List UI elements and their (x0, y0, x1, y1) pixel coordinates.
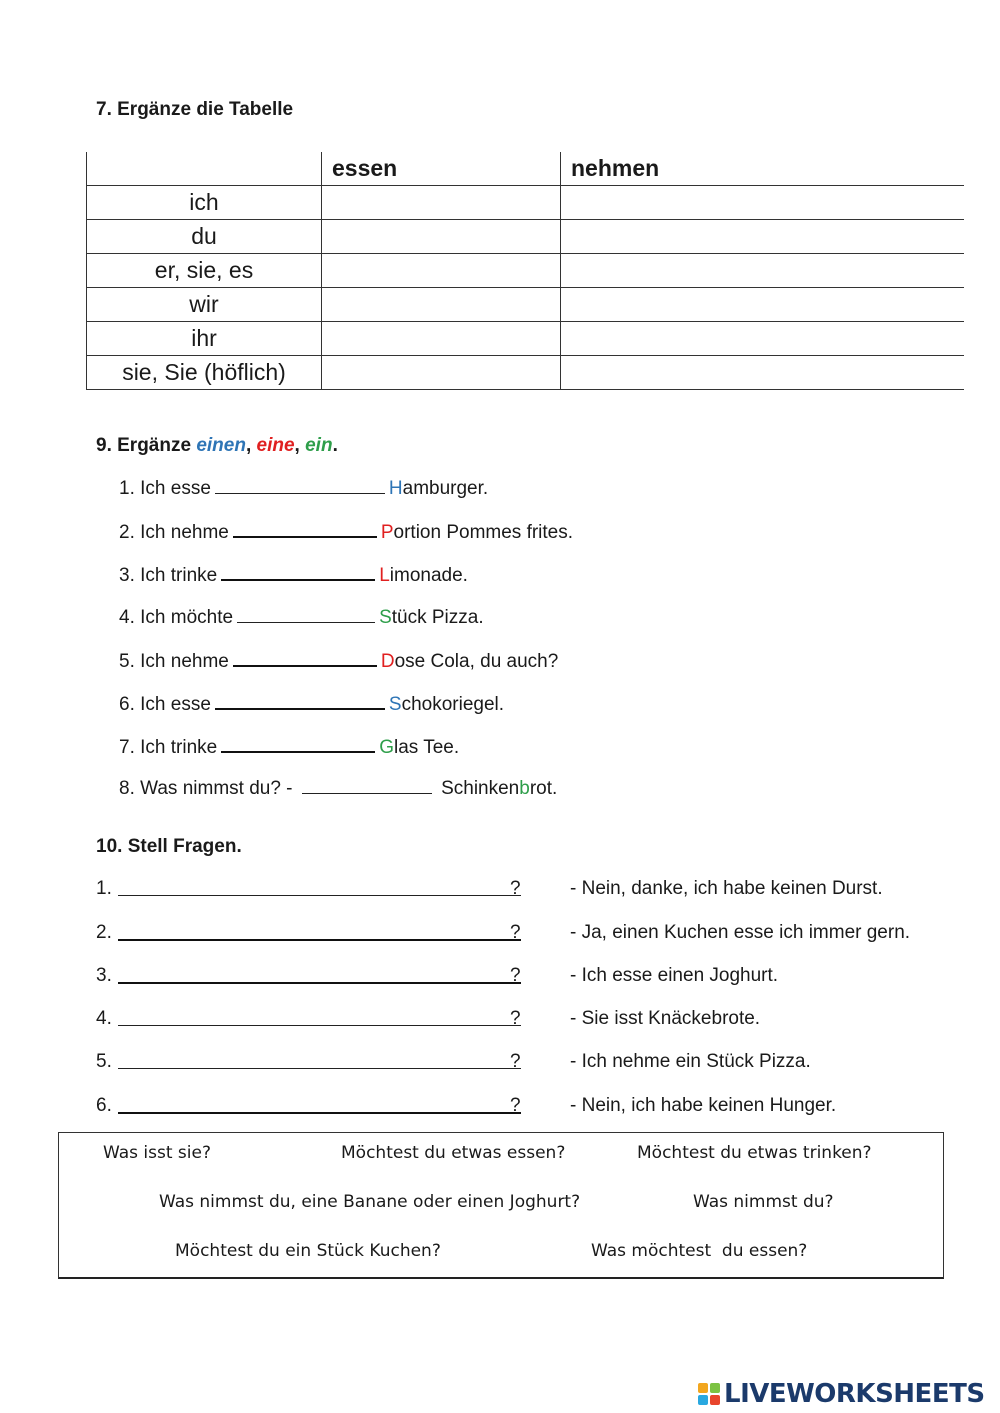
essen-answer-cell[interactable] (322, 186, 561, 220)
word-box (58, 1132, 944, 1279)
item-prefix: 2. Ich nehme (119, 522, 229, 543)
question-input-line[interactable] (118, 939, 521, 941)
question-row (96, 1050, 976, 1074)
table-header-row (87, 152, 965, 186)
hint-letter: S (379, 607, 392, 628)
hint-letter: b (519, 778, 530, 799)
hint-letter: S (388, 694, 402, 715)
pronoun-cell: sie, Sie (höflich) (87, 356, 322, 390)
essen-answer-cell[interactable] (322, 220, 561, 254)
list-item (119, 606, 484, 630)
list-item (119, 563, 468, 588)
title-prefix: 9. Ergänze (96, 435, 197, 456)
question-row (96, 921, 976, 945)
hint-letter: L (379, 565, 390, 586)
essen-answer-cell[interactable] (322, 254, 561, 288)
word-box-question: Möchtest du ein Stück Kuchen? (175, 1241, 441, 1261)
answer-blank[interactable] (215, 477, 385, 494)
liveworksheets-logo (698, 1379, 985, 1409)
header-cell-nehmen: nehmen (561, 152, 965, 186)
word-box-question: Was möchtest du essen? (591, 1241, 808, 1261)
nehmen-answer-cell[interactable] (561, 356, 965, 390)
question-mark: ? (510, 922, 521, 943)
answer-text: - Ich nehme ein Stück Pizza. (570, 1051, 811, 1072)
table-row (87, 322, 965, 356)
item-text: imonade. (389, 565, 468, 586)
answer-text: - Ich esse einen Joghurt. (570, 965, 779, 986)
question-number: 1. (96, 878, 112, 899)
header-cell-empty (87, 152, 322, 186)
question-number: 3. (96, 965, 112, 986)
list-item (119, 477, 488, 501)
logo-icon (698, 1383, 720, 1405)
question-input-line[interactable] (118, 895, 521, 896)
question-row (96, 964, 976, 988)
question-input-line[interactable] (118, 1068, 521, 1069)
answer-blank[interactable] (237, 606, 375, 623)
pronoun-cell: er, sie, es (87, 254, 322, 288)
title-separator: , (245, 435, 257, 456)
question-row (96, 1007, 976, 1031)
hint-letter: P (380, 522, 394, 543)
question-input-line[interactable] (118, 1025, 521, 1026)
question-mark: ? (510, 1095, 521, 1116)
item-prefix: 8. Was nimmst du? - (119, 778, 293, 799)
item-text: ortion Pommes frites. (393, 522, 574, 543)
table-row (87, 186, 965, 220)
answer-text: - Nein, danke, ich habe keinen Durst. (570, 878, 883, 899)
hint-letter: D (380, 651, 395, 672)
list-item (119, 692, 504, 717)
question-mark: ? (510, 1051, 521, 1072)
nehmen-answer-cell[interactable] (561, 186, 965, 220)
title-end: . (332, 435, 338, 456)
question-mark: ? (510, 1008, 521, 1029)
question-input-line[interactable] (118, 1112, 521, 1114)
hint-letter: G (379, 737, 394, 758)
answer-text: - Ja, einen Kuchen esse ich immer gern. (570, 922, 911, 943)
question-number: 4. (96, 1008, 112, 1029)
word-box-question: Was nimmst du? (693, 1192, 834, 1212)
logo-text: LIVEWORKSHEETS (724, 1379, 985, 1409)
list-item (119, 649, 558, 674)
word-box-question: Möchtest du etwas essen? (341, 1143, 566, 1163)
item-text: las Tee. (394, 737, 460, 758)
pronoun-cell: ihr (87, 322, 322, 356)
answer-blank[interactable] (221, 735, 375, 753)
question-mark: ? (510, 878, 521, 899)
section-9-title (96, 434, 338, 458)
item-prefix: 5. Ich nehme (119, 651, 229, 672)
item-text: tück Pizza. (391, 607, 484, 628)
nehmen-answer-cell[interactable] (561, 288, 965, 322)
essen-answer-cell[interactable] (322, 356, 561, 390)
table-row (87, 356, 965, 390)
answer-text: - Nein, ich habe keinen Hunger. (570, 1095, 837, 1116)
word-einen: einen (196, 435, 246, 456)
item-text-before: Schinken (441, 778, 520, 799)
item-text: ose Cola, du auch? (394, 651, 559, 672)
nehmen-answer-cell[interactable] (561, 322, 965, 356)
item-prefix: 6. Ich esse (119, 694, 211, 715)
item-prefix: 1. Ich esse (119, 478, 211, 499)
item-text: amburger. (402, 478, 489, 499)
pronoun-cell: wir (87, 288, 322, 322)
essen-answer-cell[interactable] (322, 288, 561, 322)
question-number: 2. (96, 922, 112, 943)
essen-answer-cell[interactable] (322, 322, 561, 356)
table-row (87, 254, 965, 288)
question-row (96, 877, 976, 901)
pronoun-cell: ich (87, 186, 322, 220)
word-box-question: Möchtest du etwas trinken? (637, 1143, 872, 1163)
item-prefix: 3. Ich trinke (119, 565, 218, 586)
conjugation-table (86, 152, 964, 390)
section-7-title: 7. Ergänze die Tabelle (96, 99, 294, 120)
table-row (87, 288, 965, 322)
list-item (119, 735, 459, 760)
nehmen-answer-cell[interactable] (561, 254, 965, 288)
question-number: 6. (96, 1095, 112, 1116)
item-text: chokoriegel. (401, 694, 505, 715)
question-mark: ? (510, 965, 521, 986)
question-input-line[interactable] (118, 982, 521, 984)
word-ein: ein (305, 435, 333, 456)
answer-blank[interactable] (215, 692, 385, 710)
pronoun-cell: du (87, 220, 322, 254)
hint-letter: H (388, 478, 403, 499)
section-10-title: 10. Stell Fragen. (96, 836, 242, 857)
answer-text: - Sie isst Knäckebrote. (570, 1008, 761, 1029)
nehmen-answer-cell[interactable] (561, 220, 965, 254)
answer-blank[interactable] (302, 777, 432, 794)
answer-blank[interactable] (233, 649, 377, 667)
item-prefix: 4. Ich möchte (119, 607, 234, 628)
answer-blank[interactable] (233, 520, 377, 538)
title-separator: , (294, 435, 306, 456)
item-prefix: 7. Ich trinke (119, 737, 218, 758)
table-row (87, 220, 965, 254)
word-eine: eine (256, 435, 295, 456)
word-box-question: Was isst sie? (103, 1143, 211, 1163)
list-item (119, 777, 557, 801)
question-number: 5. (96, 1051, 112, 1072)
answer-blank[interactable] (221, 563, 375, 581)
item-text-after: rot. (529, 778, 558, 799)
list-item (119, 520, 573, 545)
header-cell-essen: essen (322, 152, 561, 186)
word-box-question: Was nimmst du, eine Banane oder einen Joghurt? (159, 1192, 581, 1212)
question-row (96, 1094, 976, 1118)
